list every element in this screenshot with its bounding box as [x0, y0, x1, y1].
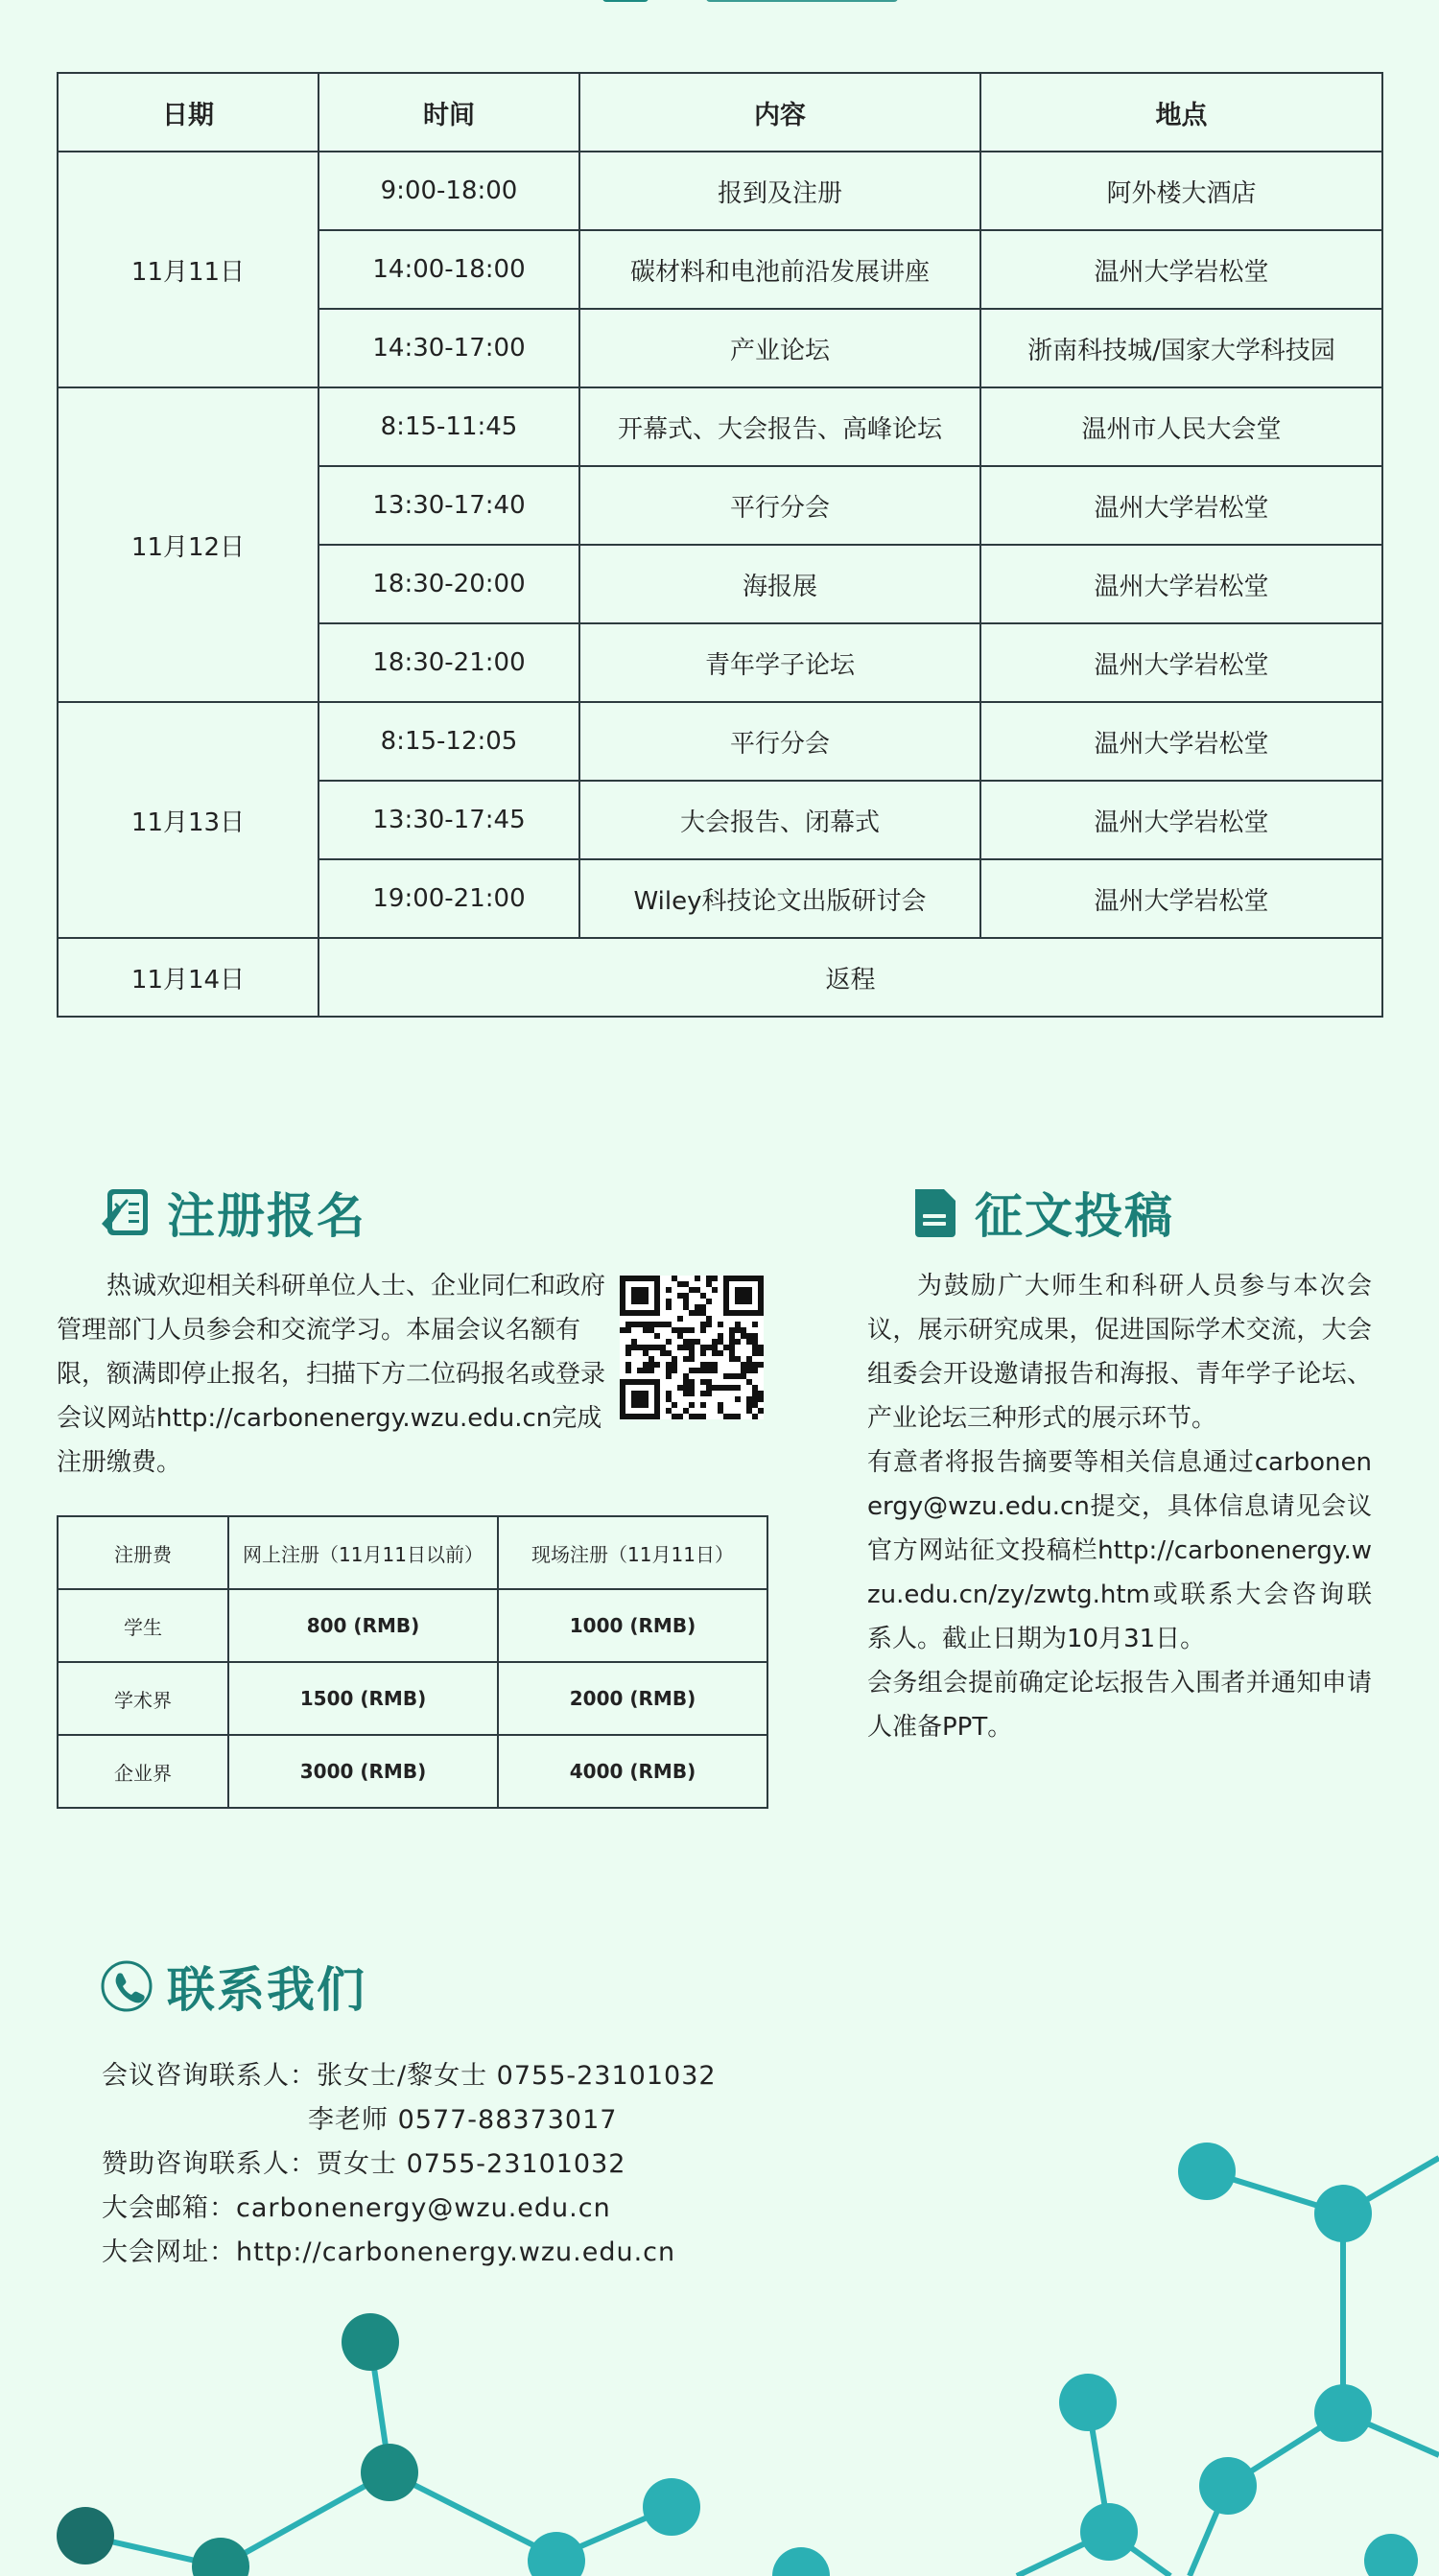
- fee-onsite-cell: 1000 (RMB): [498, 1589, 767, 1662]
- schedule-place-cell: 温州市人民大会堂: [980, 387, 1382, 466]
- schedule-place-cell: 温州大学岩松堂: [980, 859, 1382, 938]
- schedule-header-date: 日期: [58, 73, 318, 152]
- schedule-place-cell: 温州大学岩松堂: [980, 781, 1382, 859]
- table-row: [58, 1662, 767, 1735]
- schedule-content-cell: 碳材料和电池前沿发展讲座: [579, 230, 980, 309]
- schedule-content-cell: 大会报告、闭幕式: [579, 781, 980, 859]
- table-row: [58, 387, 1382, 466]
- schedule-place-cell: 温州大学岩松堂: [980, 702, 1382, 781]
- fee-type-cell: 企业界: [58, 1735, 228, 1808]
- contact-line: 李老师 0577-88373017: [308, 2105, 618, 2135]
- top-section-title-fragment: [0, 0, 1439, 8]
- schedule-content-cell: 报到及注册: [579, 152, 980, 230]
- checklist-icon: [100, 1185, 153, 1239]
- contact-line: 赞助咨询联系人：贾女士 0755-23101032: [102, 2149, 626, 2179]
- schedule-place-cell: 阿外楼大酒店: [980, 152, 1382, 230]
- fee-header-online: 网上注册（11月11日以前）: [228, 1516, 498, 1589]
- submission-paragraph-1: 为鼓励广大师生和科研人员参与本次会议，展示研究成果，促进国际学术交流，大会组委会开设邀请报告和海报、青年学子论坛、产业论坛三种形式的展示环节。: [867, 1272, 1372, 1433]
- fee-online-cell: 800 (RMB): [228, 1589, 498, 1662]
- schedule-time-cell: 14:00-18:00: [318, 230, 579, 309]
- schedule-content-cell: 产业论坛: [579, 309, 980, 387]
- contact-info: [102, 2054, 717, 2275]
- schedule-date-cell: 11月11日: [58, 152, 318, 387]
- registration-title: 注册报名: [167, 1188, 366, 1244]
- submission-paragraph-3: 会务组会提前确定论坛报告入围者并通知申请人准备PPT。: [867, 1669, 1372, 1742]
- schedule-place-cell: 温州大学岩松堂: [980, 466, 1382, 545]
- schedule-header-row: [58, 73, 1382, 152]
- schedule-table: [57, 72, 1383, 1018]
- fee-online-cell: 1500 (RMB): [228, 1662, 498, 1735]
- schedule-place-cell: 温州大学岩松堂: [980, 545, 1382, 623]
- schedule-content-cell: Wiley科技论文出版研讨会: [579, 859, 980, 938]
- submission-text: [867, 1264, 1372, 1749]
- table-row: [58, 152, 1382, 230]
- fee-onsite-cell: 4000 (RMB): [498, 1735, 767, 1808]
- fee-header-onsite: 现场注册（11月11日）: [498, 1516, 767, 1589]
- schedule-content-cell: 青年学子论坛: [579, 623, 980, 702]
- schedule-time-cell: 13:30-17:40: [318, 466, 579, 545]
- fee-header-row: [58, 1516, 767, 1589]
- schedule-place-cell: 浙南科技城/国家大学科技园: [980, 309, 1382, 387]
- document-icon: [908, 1185, 961, 1239]
- schedule-date-cell: 11月13日: [58, 702, 318, 938]
- table-row: [58, 1589, 767, 1662]
- schedule-header-time: 时间: [318, 73, 579, 152]
- table-row: [58, 1735, 767, 1808]
- schedule-date-cell: 11月12日: [58, 387, 318, 702]
- schedule-header-place: 地点: [980, 73, 1382, 152]
- schedule-time-cell: 18:30-21:00: [318, 623, 579, 702]
- phone-icon: [100, 1959, 153, 2013]
- title-icon-fragment: [602, 0, 649, 2]
- schedule-place-cell: 温州大学岩松堂: [980, 230, 1382, 309]
- registration-header: [100, 1178, 366, 1247]
- schedule-time-cell: 13:30-17:45: [318, 781, 579, 859]
- submission-title: 征文投稿: [975, 1188, 1174, 1244]
- schedule-time-cell: 19:00-21:00: [318, 859, 579, 938]
- schedule-content-cell: 平行分会: [579, 466, 980, 545]
- contact-line: 会议咨询联系人：张女士/黎女士 0755-23101032: [102, 2061, 717, 2091]
- schedule-place-cell: 温州大学岩松堂: [980, 623, 1382, 702]
- fee-type-cell: 学术界: [58, 1662, 228, 1735]
- submission-header: [908, 1178, 1174, 1247]
- registration-text: 热诚欢迎相关科研单位人士、企业同仁和政府管理部门人员参会和交流学习。本届会议名额有限，额满即停止报名，扫描下方二位码报名或登录会议网站http://carbonenergy.wzu.edu.cn完成注册缴费。: [57, 1272, 606, 1477]
- fee-onsite-cell: 2000 (RMB): [498, 1662, 767, 1735]
- fee-header-type: 注册费: [58, 1516, 228, 1589]
- contact-title: 联系我们: [167, 1962, 366, 2018]
- contact-email[interactable]: 大会邮箱：carbonenergy@wzu.edu.cn: [102, 2193, 611, 2223]
- registration-qr-code[interactable]: [620, 1276, 764, 1419]
- fee-online-cell: 3000 (RMB): [228, 1735, 498, 1808]
- fee-type-cell: 学生: [58, 1589, 228, 1662]
- table-row: [58, 702, 1382, 781]
- schedule-time-cell: 8:15-12:05: [318, 702, 579, 781]
- schedule-time-cell: 14:30-17:00: [318, 309, 579, 387]
- contact-website[interactable]: 大会网址：http://carbonenergy.wzu.edu.cn: [102, 2237, 676, 2267]
- schedule-content-cell: 开幕式、大会报告、高峰论坛: [579, 387, 980, 466]
- schedule-content-cell: 返程: [318, 938, 1382, 1017]
- schedule-header-content: 内容: [579, 73, 980, 152]
- title-text-fragment: [706, 0, 898, 2]
- schedule-date-cell: 11月14日: [58, 938, 318, 1017]
- schedule-time-cell: 9:00-18:00: [318, 152, 579, 230]
- table-row: [58, 938, 1382, 1017]
- schedule-content-cell: 海报展: [579, 545, 980, 623]
- contact-header: [100, 1952, 366, 2021]
- schedule-content-cell: 平行分会: [579, 702, 980, 781]
- submission-paragraph-2: 有意者将报告摘要等相关信息通过carbonenergy@wzu.edu.cn提交，具体信息请见会议官方网站征文投稿栏http://carbonenergy.wzu.edu.cn/zy/zwtg.htm或联系大会咨询联系人。截止日期为10月31日。: [867, 1448, 1372, 1653]
- schedule-time-cell: 18:30-20:00: [318, 545, 579, 623]
- schedule-time-cell: 8:15-11:45: [318, 387, 579, 466]
- fee-table: [57, 1515, 768, 1809]
